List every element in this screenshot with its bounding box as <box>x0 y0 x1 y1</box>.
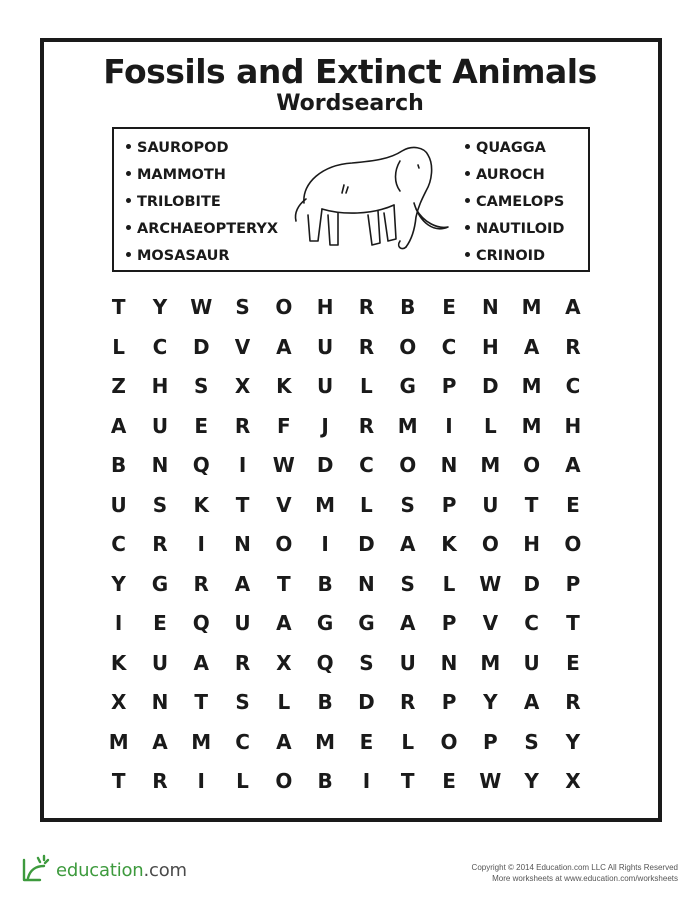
grid-row <box>98 288 594 328</box>
word-item <box>126 162 278 189</box>
grid-letter: E <box>194 413 209 438</box>
grid-letter: I <box>197 769 205 793</box>
bullet-icon <box>465 225 470 230</box>
grid-letter: C <box>524 611 539 635</box>
grid-letter: Q <box>192 611 210 635</box>
grid-letter: L <box>442 571 456 596</box>
grid-row <box>98 565 594 605</box>
grid-letter: C <box>441 334 457 359</box>
more-worksheets-line: More worksheets at www.education.com/worksheets <box>492 874 678 883</box>
grid-letter: V <box>276 492 292 517</box>
grid-letter: I <box>197 532 205 556</box>
grid-letter: B <box>317 571 333 596</box>
bullet-icon <box>465 144 470 149</box>
grid-letter: A <box>234 571 251 596</box>
grid-letter: I <box>238 453 247 477</box>
grid-letter: A <box>399 611 416 635</box>
grid-letter: I <box>321 532 329 556</box>
grid-letter: C <box>111 532 126 556</box>
bullet-icon <box>126 171 131 176</box>
grid-letter: O <box>399 334 417 359</box>
grid-letter: K <box>441 532 457 556</box>
bullet-icon <box>126 225 131 230</box>
grid-letter: R <box>234 413 251 438</box>
grid-letter: C <box>359 453 374 477</box>
grid-row <box>98 604 594 644</box>
grid-letter: A <box>565 295 581 319</box>
grid-letter: U <box>151 413 169 438</box>
grid-letter: A <box>399 532 416 556</box>
grid-letter: U <box>151 650 169 675</box>
copyright-line: Copyright © 2014 Education.com LLC All Rights Reserved <box>471 863 678 872</box>
word-item <box>126 243 278 270</box>
grid-letter: M <box>191 729 212 754</box>
grid-letter: N <box>440 453 458 477</box>
grid-row <box>98 407 594 447</box>
word-text: NAUTILOID <box>476 221 565 237</box>
grid-letter: L <box>360 374 373 398</box>
word-item <box>465 189 564 216</box>
grid-letter: B <box>317 769 333 793</box>
grid-letter: W <box>190 295 213 319</box>
word-bank <box>112 127 590 272</box>
grid-letter: S <box>359 650 374 675</box>
grid-letter: M <box>315 729 336 754</box>
grid-letter: R <box>400 690 416 714</box>
word-text: CAMELOPS <box>476 194 565 210</box>
grid-letter: O <box>275 769 293 793</box>
grid-letter: P <box>441 492 457 517</box>
word-text: CRINOID <box>476 248 546 264</box>
grid-letter: N <box>481 295 499 319</box>
word-text: AUROCH <box>476 167 545 183</box>
grid-letter: I <box>362 769 371 793</box>
grid-letter: P <box>441 611 457 635</box>
grid-letter: D <box>482 374 499 398</box>
copyright-notice <box>472 862 678 884</box>
word-item <box>126 135 278 162</box>
grid-letter: M <box>108 729 129 754</box>
grid-letter: T <box>277 571 291 596</box>
grid-letter: R <box>152 532 168 556</box>
grid-letter: H <box>316 295 334 319</box>
logo-text-com: .com <box>143 860 187 881</box>
grid-letter: T <box>111 295 126 319</box>
grid-letter: O <box>523 453 541 477</box>
grid-letter: E <box>359 729 374 754</box>
grid-letter: R <box>358 413 375 438</box>
grid-letter: O <box>399 453 417 477</box>
grid-letter: M <box>521 295 542 319</box>
grid-letter: V <box>482 611 499 635</box>
grid-letter: W <box>479 769 502 793</box>
word-text: QUAGGA <box>476 140 546 156</box>
grid-letter: C <box>565 374 581 398</box>
grid-letter: L <box>277 690 291 714</box>
grid-letter: S <box>235 690 250 714</box>
grid-letter: R <box>565 334 581 359</box>
grid-letter: P <box>482 729 498 754</box>
grid-letter: X <box>110 690 127 714</box>
word-list-right <box>465 135 564 270</box>
bullet-icon <box>465 171 470 176</box>
grid-letter: Z <box>111 374 126 398</box>
word-text: SAUROPOD <box>137 140 229 156</box>
word-text: TRILOBITE <box>137 194 221 210</box>
grid-letter: B <box>317 690 333 714</box>
word-item <box>465 135 564 162</box>
grid-letter: S <box>194 374 209 398</box>
grid-letter: S <box>235 295 250 319</box>
grid-letter: A <box>523 334 540 359</box>
grid-letter: Y <box>152 295 168 319</box>
grid-letter: X <box>234 374 251 398</box>
grid-letter: A <box>110 413 127 438</box>
grid-row <box>98 723 594 763</box>
word-text: MAMMOTH <box>137 167 226 183</box>
grid-letter: U <box>110 492 127 517</box>
grid-letter: Y <box>565 729 581 754</box>
grid-letter: I <box>114 611 123 635</box>
grid-letter: R <box>234 650 251 675</box>
word-text: MOSASAUR <box>137 248 230 264</box>
grid-letter: X <box>276 650 292 675</box>
grid-letter: O <box>275 532 293 556</box>
grid-letter: S <box>400 492 415 517</box>
grid-letter: K <box>193 492 209 517</box>
grid-letter: A <box>152 729 168 754</box>
grid-letter: D <box>358 690 375 714</box>
grid-letter: J <box>321 413 329 438</box>
grid-letter: L <box>360 492 373 517</box>
grid-letter: B <box>111 453 127 477</box>
grid-letter: R <box>193 571 209 596</box>
grid-letter: U <box>317 374 334 398</box>
grid-letter: B <box>400 295 416 319</box>
grid-letter: T <box>235 492 250 517</box>
grid-letter: N <box>440 650 458 675</box>
word-item <box>465 216 564 243</box>
grid-letter: L <box>112 334 126 359</box>
grid-letter: I <box>445 413 453 438</box>
grid-letter: M <box>521 413 542 438</box>
grid-letter: K <box>276 374 292 398</box>
grid-letter: O <box>440 729 458 754</box>
grid-letter: S <box>152 492 168 517</box>
grid-letter: G <box>399 374 416 398</box>
grid-letter: M <box>480 453 501 477</box>
grid-letter: A <box>565 453 581 477</box>
grid-letter: R <box>358 295 375 319</box>
grid-letter: C <box>235 729 250 754</box>
grid-letter: P <box>441 374 457 398</box>
grid-letter: M <box>397 413 418 438</box>
grid-letter: D <box>523 571 540 596</box>
grid-letter: D <box>192 334 210 359</box>
grid-letter: N <box>358 571 375 596</box>
grid-letter: Q <box>316 650 334 675</box>
logo-text-education: education <box>56 860 144 881</box>
word-list-left <box>126 135 278 270</box>
grid-letter: G <box>151 571 169 596</box>
grid-letter: K <box>110 650 127 675</box>
grid-letter: E <box>442 295 456 319</box>
grid-letter: E <box>566 492 580 517</box>
word-item <box>126 216 278 243</box>
grid-letter: R <box>358 334 375 359</box>
bullet-icon <box>126 198 131 203</box>
grid-letter: S <box>400 571 415 596</box>
grid-letter: O <box>275 295 293 319</box>
grid-letter: Y <box>483 690 498 714</box>
bullet-icon <box>126 252 131 257</box>
grid-letter: O <box>564 532 582 556</box>
grid-letter: Y <box>111 571 126 596</box>
grid-row <box>98 367 594 407</box>
grid-row <box>98 328 594 368</box>
grid-letter: P <box>565 571 581 596</box>
grid-letter: E <box>153 611 167 635</box>
grid-letter: S <box>524 729 539 754</box>
grid-letter: P <box>441 690 457 714</box>
grid-row <box>98 446 594 486</box>
grid-letter: D <box>358 532 375 556</box>
grid-letter: H <box>564 413 582 438</box>
grid-letter: A <box>276 334 292 359</box>
grid-letter: U <box>317 334 334 359</box>
grid-letter: R <box>152 769 168 793</box>
grid-row <box>98 762 594 802</box>
grid-letter: U <box>234 611 251 635</box>
worksheet-title: Fossils and Extinct Animals <box>103 52 597 91</box>
grid-letter: M <box>480 650 501 675</box>
word-item <box>465 162 564 189</box>
education-logo-icon <box>18 852 52 886</box>
grid-letter: X <box>565 769 581 793</box>
grid-letter: L <box>483 413 497 438</box>
letter-grid <box>98 288 594 802</box>
word-item <box>126 189 278 216</box>
grid-letter: M <box>315 492 336 517</box>
worksheet-subtitle: Wordsearch <box>276 91 424 116</box>
bullet-icon <box>465 198 470 203</box>
grid-letter: R <box>565 690 581 714</box>
grid-letter: F <box>277 413 291 438</box>
grid-letter: A <box>276 611 292 635</box>
grid-letter: C <box>152 334 168 359</box>
education-logo <box>18 852 208 892</box>
grid-letter: E <box>442 769 456 793</box>
word-text: ARCHAEOPTERYX <box>137 221 279 237</box>
grid-letter: U <box>523 650 540 675</box>
grid-letter: H <box>523 532 540 556</box>
grid-letter: Q <box>192 453 210 477</box>
grid-letter: G <box>358 611 375 635</box>
bullet-icon <box>126 144 131 149</box>
grid-letter: T <box>111 769 126 793</box>
grid-letter: Y <box>524 769 539 793</box>
grid-letter: L <box>401 729 415 754</box>
grid-letter: N <box>234 532 251 556</box>
grid-letter: D <box>316 453 334 477</box>
grid-letter: T <box>400 769 415 793</box>
grid-row <box>98 486 594 526</box>
word-item <box>465 243 564 270</box>
grid-letter: H <box>151 374 169 398</box>
grid-letter: N <box>151 690 169 714</box>
grid-letter: T <box>194 690 209 714</box>
grid-letter: V <box>234 334 251 359</box>
grid-letter: O <box>481 532 499 556</box>
grid-letter: H <box>481 334 499 359</box>
grid-row <box>98 683 594 723</box>
grid-letter: U <box>482 492 499 517</box>
grid-letter: M <box>521 374 542 398</box>
mammoth-illustration <box>282 143 452 255</box>
grid-letter: G <box>316 611 334 635</box>
bullet-icon <box>465 252 470 257</box>
grid-letter: N <box>151 453 169 477</box>
grid-row <box>98 525 594 565</box>
grid-letter: W <box>479 571 502 596</box>
grid-letter: E <box>566 650 580 675</box>
grid-letter: T <box>566 611 580 635</box>
grid-letter: A <box>276 729 292 754</box>
grid-letter: W <box>272 453 295 477</box>
grid-letter: T <box>524 492 539 517</box>
grid-letter: A <box>523 690 540 714</box>
grid-letter: U <box>399 650 416 675</box>
grid-letter: A <box>193 650 209 675</box>
grid-row <box>98 644 594 684</box>
grid-letter: L <box>236 769 249 793</box>
